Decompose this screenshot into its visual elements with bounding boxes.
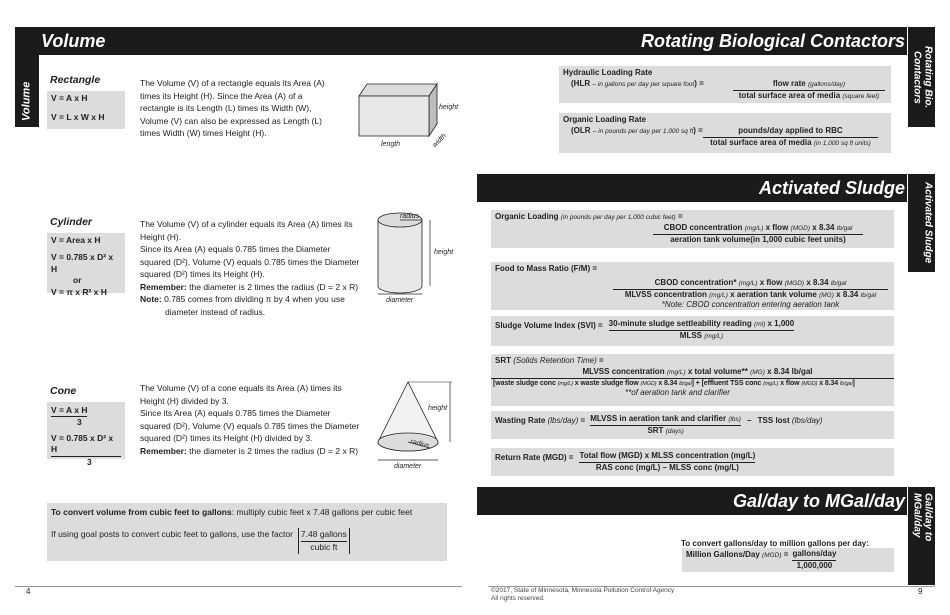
fm-num-u3: lb/gal: [830, 279, 847, 287]
fm-den-c: x 8.34: [836, 289, 859, 299]
wr-fraction: [590, 414, 741, 436]
gal-side-tab-label: Gal/day to MGal/day: [911, 493, 934, 542]
wr-tss: TSS lost: [757, 416, 790, 425]
cylinder-formula-2: V = 0.785 x D² x H: [51, 252, 114, 274]
cone-radius-label: radius: [409, 438, 430, 450]
rectangle-title: Rectangle: [50, 74, 101, 86]
cylinder-body: [378, 220, 422, 293]
svi-num-u: (ml): [754, 321, 766, 328]
as-side-tab: [908, 174, 935, 272]
fm-den-a: MLVSS concentration: [624, 289, 707, 299]
ol-title: Organic Loading: [495, 212, 559, 221]
cylinder-remember-text: the diameter is 2 times the radius (D = 2 x R): [189, 281, 359, 292]
fm-title: Food to Mass Ratio (F/M) =: [495, 264, 597, 273]
cylinder-remember: [140, 281, 362, 294]
wr-title: Wasting Rate: [495, 416, 546, 425]
right-page-number: 9: [918, 587, 923, 596]
cylinder-title: Cylinder: [50, 216, 93, 228]
srt-numerator: [495, 367, 890, 378]
ol-num-u1: (mg/L): [744, 224, 764, 232]
return-rate-box: [491, 448, 894, 476]
cone-formula-1: [51, 405, 121, 429]
srt-num-u1: (mg/L): [666, 368, 686, 376]
olr-box: [559, 113, 891, 153]
srt-paren: (Solids Retention Time): [513, 356, 597, 365]
cone-formula-1-den: 3: [77, 417, 82, 428]
cylinder-radius-label: radius: [400, 213, 420, 220]
ol-unit: (in pounds per day per 1,000 cubic feet): [560, 214, 676, 221]
hlr-den: total surface area of media: [738, 90, 841, 100]
cone-remember-text: the diameter is 2 times the radius (D = 2 x R): [189, 445, 359, 456]
hlr-num: flow rate: [772, 78, 806, 88]
cylinder-figure: [370, 208, 465, 306]
svi-title: Sludge Volume Index (SVI) =: [495, 321, 603, 330]
hlr-unit: – in gallons per day per square foot: [592, 80, 695, 88]
gal-den: 1,000,000: [796, 560, 833, 570]
srt-den-a: [waste sludge conc: [493, 379, 556, 387]
goalpost-fraction: [298, 528, 350, 554]
cylinder-formula-or: or: [73, 275, 82, 286]
fm-num-a: CBOD concentration*: [654, 277, 737, 287]
wr-title-line: [495, 414, 585, 436]
ol-num-a: CBOD concentration: [663, 222, 743, 232]
fm-den-b: x aeration tank volume: [730, 289, 817, 299]
srt-note: **of aeration tank and clarifier: [625, 388, 730, 398]
rr-fraction: [579, 451, 755, 473]
gal-formula-box: [682, 548, 894, 572]
svi-box: [491, 316, 894, 346]
ol-num-c: x 8.34: [812, 222, 835, 232]
rectangle-length-label: length: [381, 141, 401, 148]
srt-den-u6: lb/gal: [839, 380, 853, 387]
srt-den-d: ] + [effluent TSS conc: [691, 379, 762, 387]
srt-den-e: x flow: [780, 379, 800, 387]
srt-box: [491, 354, 894, 406]
srt-num-b: x total volume**: [687, 366, 748, 376]
fm-num-u2: (MGD): [784, 279, 805, 287]
wr-den-a: SRT: [647, 425, 664, 435]
rbc-header-title: Rotating Biological Contactors: [640, 31, 905, 51]
cylinder-note: [140, 293, 362, 318]
rr-denominator: RAS conc (mg/L) – MLSS conc (mg/L): [595, 462, 739, 472]
fm-box: [491, 262, 894, 310]
volume-header-title: Volume: [41, 31, 106, 51]
cone-formula-2-den: 3: [87, 456, 92, 467]
srt-den-u4: (mg/L): [763, 380, 779, 387]
wr-minus: –: [746, 416, 752, 425]
ol-denominator: aeration tank volume(in 1,000 cubic feet units): [670, 234, 846, 244]
gal-label-line: [686, 549, 788, 571]
olr-num: pounds/day applied to RBC: [738, 125, 843, 135]
cone-title: Cone: [50, 385, 77, 397]
cone-text-2: Since its Area (A) equals 0.785 times the Diameter squared (D²), Volume (V) equals 0.785 times the Diameter squared (D²) times its Height (H) divided by 3.: [140, 408, 360, 443]
cylinder-formula-box: [47, 233, 125, 297]
rbc-side-tab-label: Rotating Bio. Contactors: [911, 45, 934, 109]
srt-num-u2: (MG): [750, 368, 765, 376]
ol-title-line: [495, 212, 890, 223]
copyright-line-1: ©2017, State of Minnesota, Minnesota Pollution Control Agency: [491, 587, 675, 594]
gal-eq: =: [783, 550, 789, 559]
srt-den-u5: (MGD): [801, 380, 818, 387]
rectangle-width-label: width: [431, 132, 448, 150]
srt-den-g: ]: [852, 379, 855, 387]
fm-den-u3: lb/gal: [860, 291, 877, 299]
wr-denominator: [590, 426, 741, 437]
cubic-feet-convert-box: [47, 503, 447, 561]
ol-num-b: x flow: [765, 222, 789, 232]
fm-fraction: [613, 278, 888, 311]
goalpost-line: [51, 528, 443, 554]
cone-formula-2: [51, 433, 121, 468]
left-page-number: 4: [26, 587, 31, 596]
fm-denominator: [613, 290, 888, 301]
hlr-abbr: (HLR: [571, 78, 591, 88]
cone-figure: [370, 378, 465, 476]
hlr-denominator: [733, 91, 885, 102]
srt-den-u2: (MGD): [640, 380, 657, 387]
gal-fraction: [792, 549, 836, 571]
wr-unit: (lbs/day): [547, 416, 579, 425]
olr-abbr: (OLR: [571, 125, 591, 135]
svi-numerator: [609, 319, 795, 331]
olr-title: Organic Loading Rate: [563, 115, 647, 124]
cylinder-text-2: Since its Area (A) equals 0.785 times the Diameter squared (D²), Volume (V) equals 0.785 times the Diameter squared (D²) times its Height (H).: [140, 244, 360, 279]
svi-denominator: [609, 331, 795, 342]
hlr-num-unit: (gallons/day): [807, 80, 846, 88]
ol-num-u2: (MGD): [790, 224, 811, 232]
srt-title-line: [495, 356, 890, 367]
rectangle-formula-2: V = L x W x H: [51, 112, 105, 123]
gal-side-tab: [908, 487, 935, 585]
fm-note: *Note: CBOD concentration entering aeration tank: [661, 300, 840, 310]
volume-side-tab-label: Volume: [20, 81, 33, 121]
fm-num-u1: (mg/L): [738, 279, 758, 287]
organic-loading-box: [491, 210, 894, 248]
hlr-numerator: [733, 79, 885, 91]
srt-num-a: MLVSS concentration: [582, 366, 665, 376]
olr-den: total surface area of media: [710, 137, 812, 147]
goalpost-den: cubic ft: [310, 541, 338, 552]
left-page-rule: [15, 586, 462, 587]
svi-num-b: x 1,000: [767, 319, 795, 328]
cylinder-formula-3: V = π x R² x H: [51, 286, 107, 297]
olr-eq: ) =: [693, 125, 703, 135]
rbc-side-tab: [908, 27, 935, 127]
wr-den-u: (days): [665, 427, 684, 435]
cylinder-note-label: Note:: [140, 294, 162, 304]
as-header-title: Activated Sludge: [758, 178, 905, 198]
cone-remember: [140, 445, 362, 458]
hlr-den-unit: (square feet): [842, 92, 880, 100]
rectangle-text: The Volume (V) of a rectangle equals its Area (A) times its Height (H). Since the Area (A) of a rectangle is its Length (L) times its Width (W), Volume (V) can also be expressed as Length (L) times Width (W) times Height (H).: [140, 78, 325, 138]
cone-formula-box: [47, 402, 125, 467]
olr-fraction: [703, 126, 878, 149]
cone-remember-label: Remember:: [140, 445, 187, 456]
olr-line: [563, 125, 887, 147]
wr-eq: =: [580, 416, 586, 425]
cone-diameter-label: diameter: [394, 463, 422, 470]
srt-eq: =: [598, 356, 604, 365]
rectangle-formula-1: V = A x H: [51, 93, 88, 103]
cylinder-note-text: 0.785 comes from dividing π by 4 when you use diameter instead of radius.: [164, 294, 345, 317]
wasting-rate-box: [491, 411, 894, 439]
as-side-tab-label: Activated Sludge: [922, 182, 934, 264]
srt-den-f: x 8.34: [819, 379, 839, 387]
gal-label-unit: (MGD): [762, 552, 782, 559]
srt-den-c: x 8.34: [658, 379, 678, 387]
volume-side-tab: [15, 55, 39, 127]
wr-tss-part: [747, 414, 823, 436]
olr-denominator: [703, 138, 878, 149]
convert-line: [51, 507, 443, 518]
wr-tss-unit: (lbs/day): [791, 416, 823, 425]
wr-num-u: (lbs): [728, 416, 741, 423]
cylinder-remember-label: Remember:: [140, 281, 187, 292]
rectangle-figure: [355, 82, 465, 152]
cylinder-formula-1: V = Area x H: [51, 235, 101, 245]
srt-den-u1: (mg/L): [557, 380, 573, 387]
gal-header-bar: [477, 487, 907, 515]
rr-numerator: Total flow (MGD) x MLSS concentration (mg/L): [579, 451, 755, 463]
convert-bold: To convert volume from cubic feet to gallons: [51, 507, 232, 517]
rectangle-top-face: [359, 84, 437, 96]
ol-fraction: [653, 223, 863, 246]
srt-denominator: [491, 378, 894, 388]
fm-numerator: [613, 278, 888, 290]
convert-rest: : multiply cubic feet x 7.48 gallons per cubic feet: [231, 507, 413, 517]
cylinder-text-block: [140, 218, 362, 318]
fm-den-u1: (mg/L): [709, 291, 728, 299]
rr-title: Return Rate (MGD) =: [495, 453, 574, 462]
fm-num-b: x flow: [759, 277, 783, 287]
rectangle-height-label: height: [439, 104, 459, 111]
cylinder-height-label: height: [434, 249, 454, 256]
srt-num-c: x 8.34 lb/gal: [767, 366, 813, 376]
hlr-fraction: [733, 79, 885, 102]
hlr-eq: ) =: [694, 78, 704, 88]
cone-text-block: [140, 382, 362, 457]
gal-label: Million Gallons/Day: [686, 550, 760, 559]
cylinder-diameter-label: diameter: [386, 297, 414, 304]
ol-num-u3: lb/gal: [836, 224, 853, 232]
cone-formula-2-num: V = 0.785 x D² x H: [51, 433, 121, 457]
fm-den-u2: (MG): [819, 291, 834, 299]
srt-den-b: x waste sludge flow: [574, 379, 639, 387]
gal-num: gallons/day: [792, 549, 836, 561]
srt-title: SRT: [495, 356, 511, 365]
olr-den-unit: (in 1,000 sq ft units): [813, 139, 871, 147]
goalpost-num: 7.48 gallons: [301, 529, 347, 541]
goalpost-text: If using goal posts to convert cubic feet to gallons, use the factor: [51, 529, 293, 540]
as-header-bar: [477, 174, 907, 202]
gal-convert-line: To convert gallons/day to million gallons per day:: [681, 539, 869, 548]
rectangle-formula-box: [47, 91, 125, 129]
svi-den-u: (mg/L): [704, 332, 724, 340]
olr-numerator: [703, 126, 878, 138]
rectangle-front-face: [359, 96, 429, 136]
cone-text-1: The Volume (V) of a cone equals its Area (A) times its Height (H) divided by 3.: [140, 383, 342, 406]
wr-numerator: [590, 414, 741, 426]
ol-numerator: [653, 223, 863, 235]
cone-formula-1-num: V = A x H: [51, 405, 87, 417]
olr-unit: – in pounds per day per 1,000 sq ft: [592, 127, 694, 135]
srt-den-u3: lb/gal: [679, 380, 692, 387]
cone-height-label: height: [428, 405, 448, 412]
gal-header-title: Gal/day to MGal/day: [732, 491, 905, 511]
hlr-box: [559, 66, 891, 103]
svi-den-a: MLSS: [679, 330, 703, 340]
svi-num-a: 30-minute sludge settleability reading: [608, 319, 752, 328]
volume-header-bar: [15, 27, 477, 55]
rbc-header-bar: [477, 27, 907, 55]
hlr-line: [563, 78, 887, 100]
wr-num-a: MLVSS in aeration tank and clarifier: [590, 414, 727, 423]
cylinder-text-1: The Volume (V) of a cylinder equals its Area (A) times its Height (H).: [140, 219, 353, 242]
hlr-title: Hydraulic Loading Rate: [563, 68, 653, 77]
svi-fraction: [609, 319, 795, 343]
copyright-line-2: All rights reserved.: [491, 595, 545, 602]
copyright: [491, 587, 674, 603]
ol-eq: =: [677, 212, 683, 221]
fm-num-c: x 8.34: [806, 277, 829, 287]
